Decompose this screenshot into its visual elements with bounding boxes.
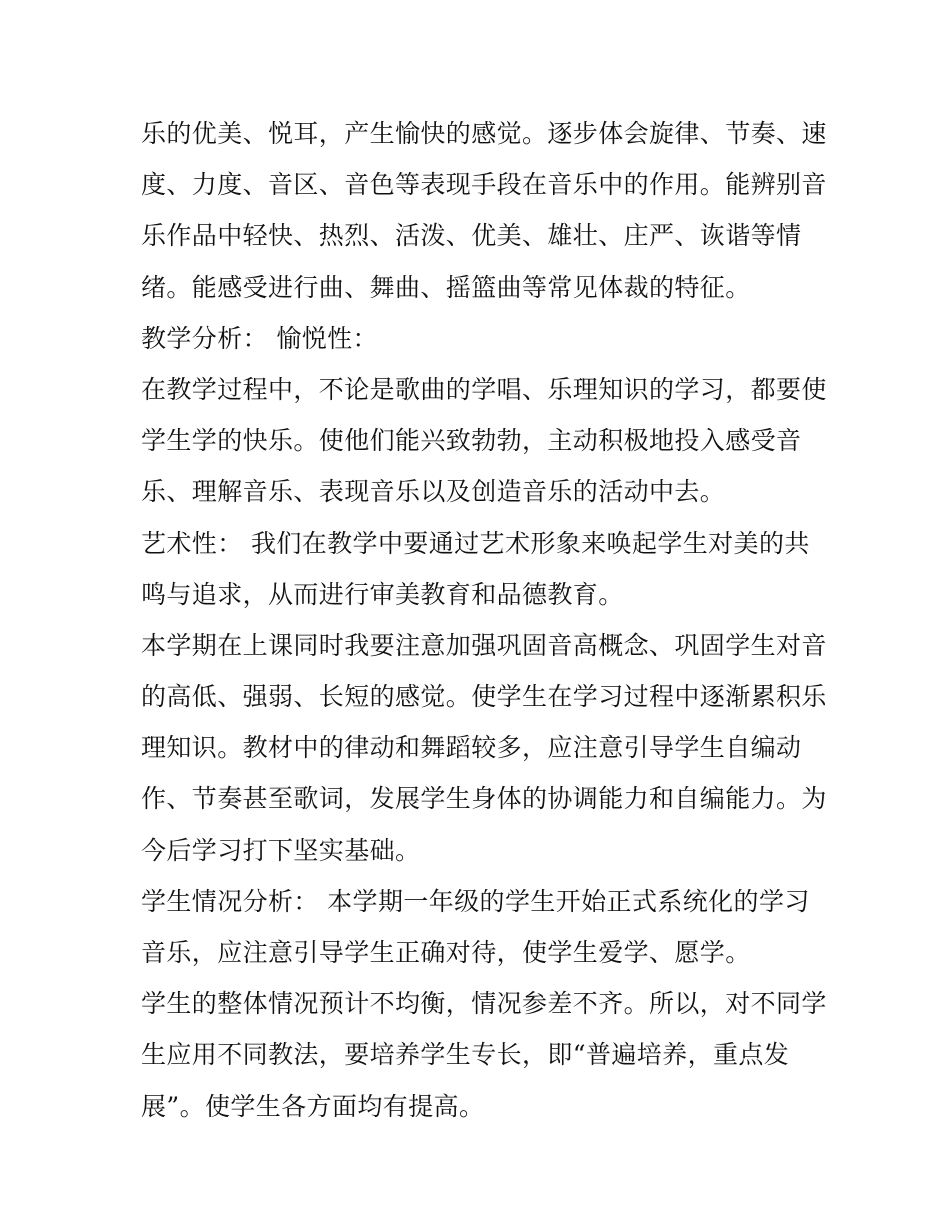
document-body	[141, 108, 827, 1132]
text-line: 生应用不同教法，要培养学生专长，即“普遍培养，重点发	[141, 1040, 790, 1070]
text-line: 乐的优美、悦耳，产生愉快的感觉。逐步体会旋律、节奏、速	[141, 119, 827, 148]
text-line: 今后学习打下坚实基础。	[141, 835, 421, 865]
text-line: 作、节奏甚至歌词，发展学生身体的协调能力和自编能力。为	[141, 784, 827, 814]
text-line: 本学期在上课同时我要注意加强巩固音高概念、巩固学生对音	[141, 630, 827, 660]
section-heading-student-analysis: 学生情况分析： 本学期一年级的学生开始正式系统化的学习	[141, 886, 810, 916]
text-line: 度、力度、音区、音色等表现手段在音乐中的作用。能辨别音	[141, 170, 827, 200]
text-line: 展”。使学生各方面均有提高。	[141, 1091, 485, 1121]
text-line: 理知识。教材中的律动和舞蹈较多，应注意引导学生自编动	[141, 733, 802, 763]
text-line: 学生学的快乐。使他们能兴致勃勃，主动积极地投入感受音	[141, 426, 802, 456]
text-line: 学生的整体情况预计不均衡，情况参差不齐。所以，对不同学	[141, 989, 827, 1019]
text-line: 乐、理解音乐、表现音乐以及创造音乐的活动中去。	[141, 477, 726, 507]
text-line: 的高低、强弱、长短的感觉。使学生在学习过程中逐渐累积乐	[141, 682, 827, 712]
text-line: 在教学过程中，不论是歌曲的学唱、乐理知识的学习，都要使	[141, 374, 827, 404]
section-heading-teaching-analysis: 教学分析： 愉悦性：	[141, 323, 378, 353]
text-line: 乐作品中轻快、热烈、活泼、优美、雄壮、庄严、诙谐等情	[141, 221, 802, 251]
text-line: 绪。能感受进行曲、舞曲、摇篮曲等常见体裁的特征。	[141, 272, 751, 302]
text-line: 音乐，应注意引导学生正确对待，使学生爱学、愿学。	[141, 938, 751, 967]
text-line-artistry: 艺术性： 我们在教学中要通过艺术形象来唤起学生对美的共	[141, 528, 810, 558]
text-line: 鸣与追求，从而进行审美教育和品德教育。	[141, 579, 624, 609]
